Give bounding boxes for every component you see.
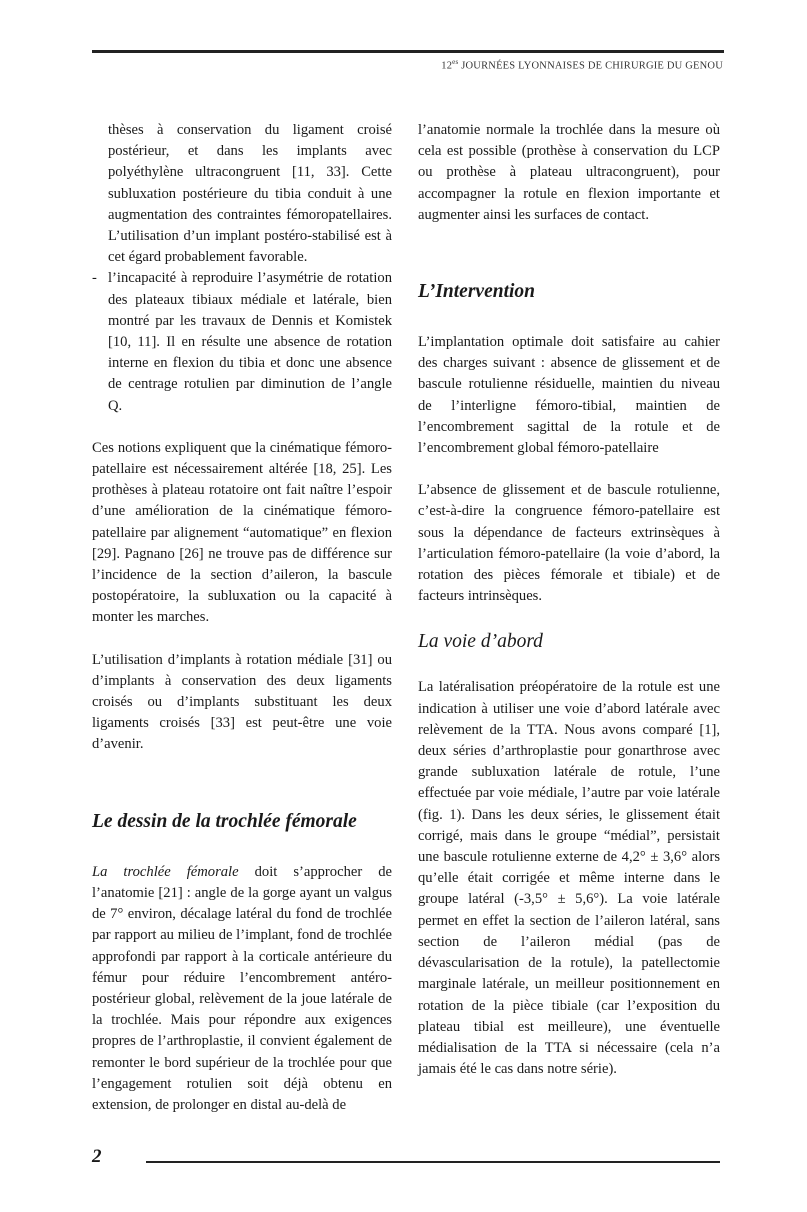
journal-superscript: es [452, 58, 459, 66]
bullet-text: l’incapacité à reproduire l’asymétrie de rotation des plateaux tibiaux médiale et latérale, bien montré par les travaux de Dennis et Komistek [10, 11]. Il en résulte une absence de rotation interne en flexion du tibia et donc une absence de centrage rotulien par diminution de l’angle Q. [108, 270, 392, 414]
paragraph: L’absence de glissement et de bascule rotulienne, c’est-à-dire la congruence fémoro-patellaire est sous la dépendance de facteurs extrinsèques à l’articulation fémoro-patellaire (la voie d’abord, la rotation des pièces fémorale et tibiale) et de facteurs intrinsèques. [418, 482, 720, 605]
journal-title: JOURNÉES LYONNAISES DE CHIRURGIE DU GENOU [458, 60, 723, 72]
running-header [441, 58, 723, 72]
left-column [92, 120, 392, 1116]
bullet-dash: - [92, 270, 97, 287]
paragraph: l’anatomie normale la trochlée dans la mesure où cela est possible (prothèse à conservation du LCP ou prothèse à plateau ultracongruent), pour accompagner la rotule en flexion importante et augmenter ainsi les surfaces de contact. [418, 122, 720, 223]
paragraph: L’utilisation d’implants à rotation médiale [31] ou d’implants à conservation des deux ligaments croisés ou d’implants substituant les deux ligaments croisés [33] est peut-être une voie d’avenir. [92, 651, 392, 753]
section-heading: Le dessin de la trochlée fémorale [92, 810, 357, 832]
footer-rule [146, 1161, 720, 1163]
right-column [418, 120, 720, 1080]
subsection-heading: La voie d’abord [418, 631, 543, 653]
paragraph: La latéralisation préopératoire de la rotule est une indication à utiliser une voie d’abord latérale avec relèvement de la TTA. Nous avons comparé [1], deux séries d’arthroplastie pour gonarthrose avec grande subluxation latérale de rotule, l’une effectuée par voie médiale, l’autre par voie latérale (fig. 1). Dans les deux séries, le glissement était corrigé, mais dans le groupe “médial”, persistait une bascule rotulienne externe de 4,2° ± 3,6° alors qu’elle était corrigée et même interne dans le groupe latéral (-3,5° ± 5,6°). La voie latérale permet en effet la section de l’aileron latéral, sans section de l’aileron médial (pas de dévascularisation de la rotule), la patellectomie marginale latérale, un meilleur positionnement en rotation de la pièce tibiale (car l’exposition du plateau tibial est meilleure), une éventuelle médialisation de la TTA si nécessaire (cela n’a jamais été le cas dans notre série). [418, 679, 720, 1078]
paragraph: La trochlée fémorale doit s’approcher de l’anatomie [21] : angle de la gorge ayant un valgus de 7° environ, décalage latéral du fond de trochlée par rapport au milieu de l’implant, fond de trochlée approfondi par rapport à la corticale antérieure du fémur pour réduire l’encombrement antéro-postérieur global, relèvement de la joue latérale de la trochlée. Mais pour répondre aux exigences propres de l’arthroplastie, il convient également de remonter le bord supérieur de la trochlée pour que l’engagement rotulien soit déjà obtenu en extension, de prolonger en distal au-delà de [92, 863, 392, 1113]
italic-term: La trochlée fémorale [92, 863, 239, 880]
section-heading: L’Intervention [418, 281, 536, 303]
bullet-item [92, 268, 392, 416]
continued-bullet-text: thèses à conservation du ligament croisé postérieur, et dans les implants avec polyéthylène ultracongruent [11, 33]. Cette subluxation postérieure du tibia conduit à une augmentation des contraintes fémoropatellaires. L’utilisation d’un implant postéro-stabilisé est à cet égard probablement favorable. [108, 122, 392, 266]
paragraph: L’implantation optimale doit satisfaire au cahier des charges suivant : absence de glissement et de bascule rotulienne résiduelle, maintien du niveau de l’interligne fémoro-tibial, maintien de l’encombrement sagittal de la rotule et de l’encombrement global fémoro-patellaire [418, 334, 720, 457]
journal-prefix: 12 [441, 60, 453, 72]
page-number: 2 [92, 1146, 102, 1167]
paragraph: Ces notions expliquent que la cinématique fémoro-patellaire est nécessairement altérée [18, 25]. Les prothèses à plateau rotatoire ont fait naître l’espoir d’une amélioration de la cinématique fémoro-patellaire par alignement “automatique” en flexion [29]. Pagnano [26] ne trouve pas de différence sur l’incidence de la section d’aileron, la bascule postopératoire, la subluxation ou la capacité à monter les marches. [92, 439, 392, 626]
header-rule [92, 50, 724, 53]
